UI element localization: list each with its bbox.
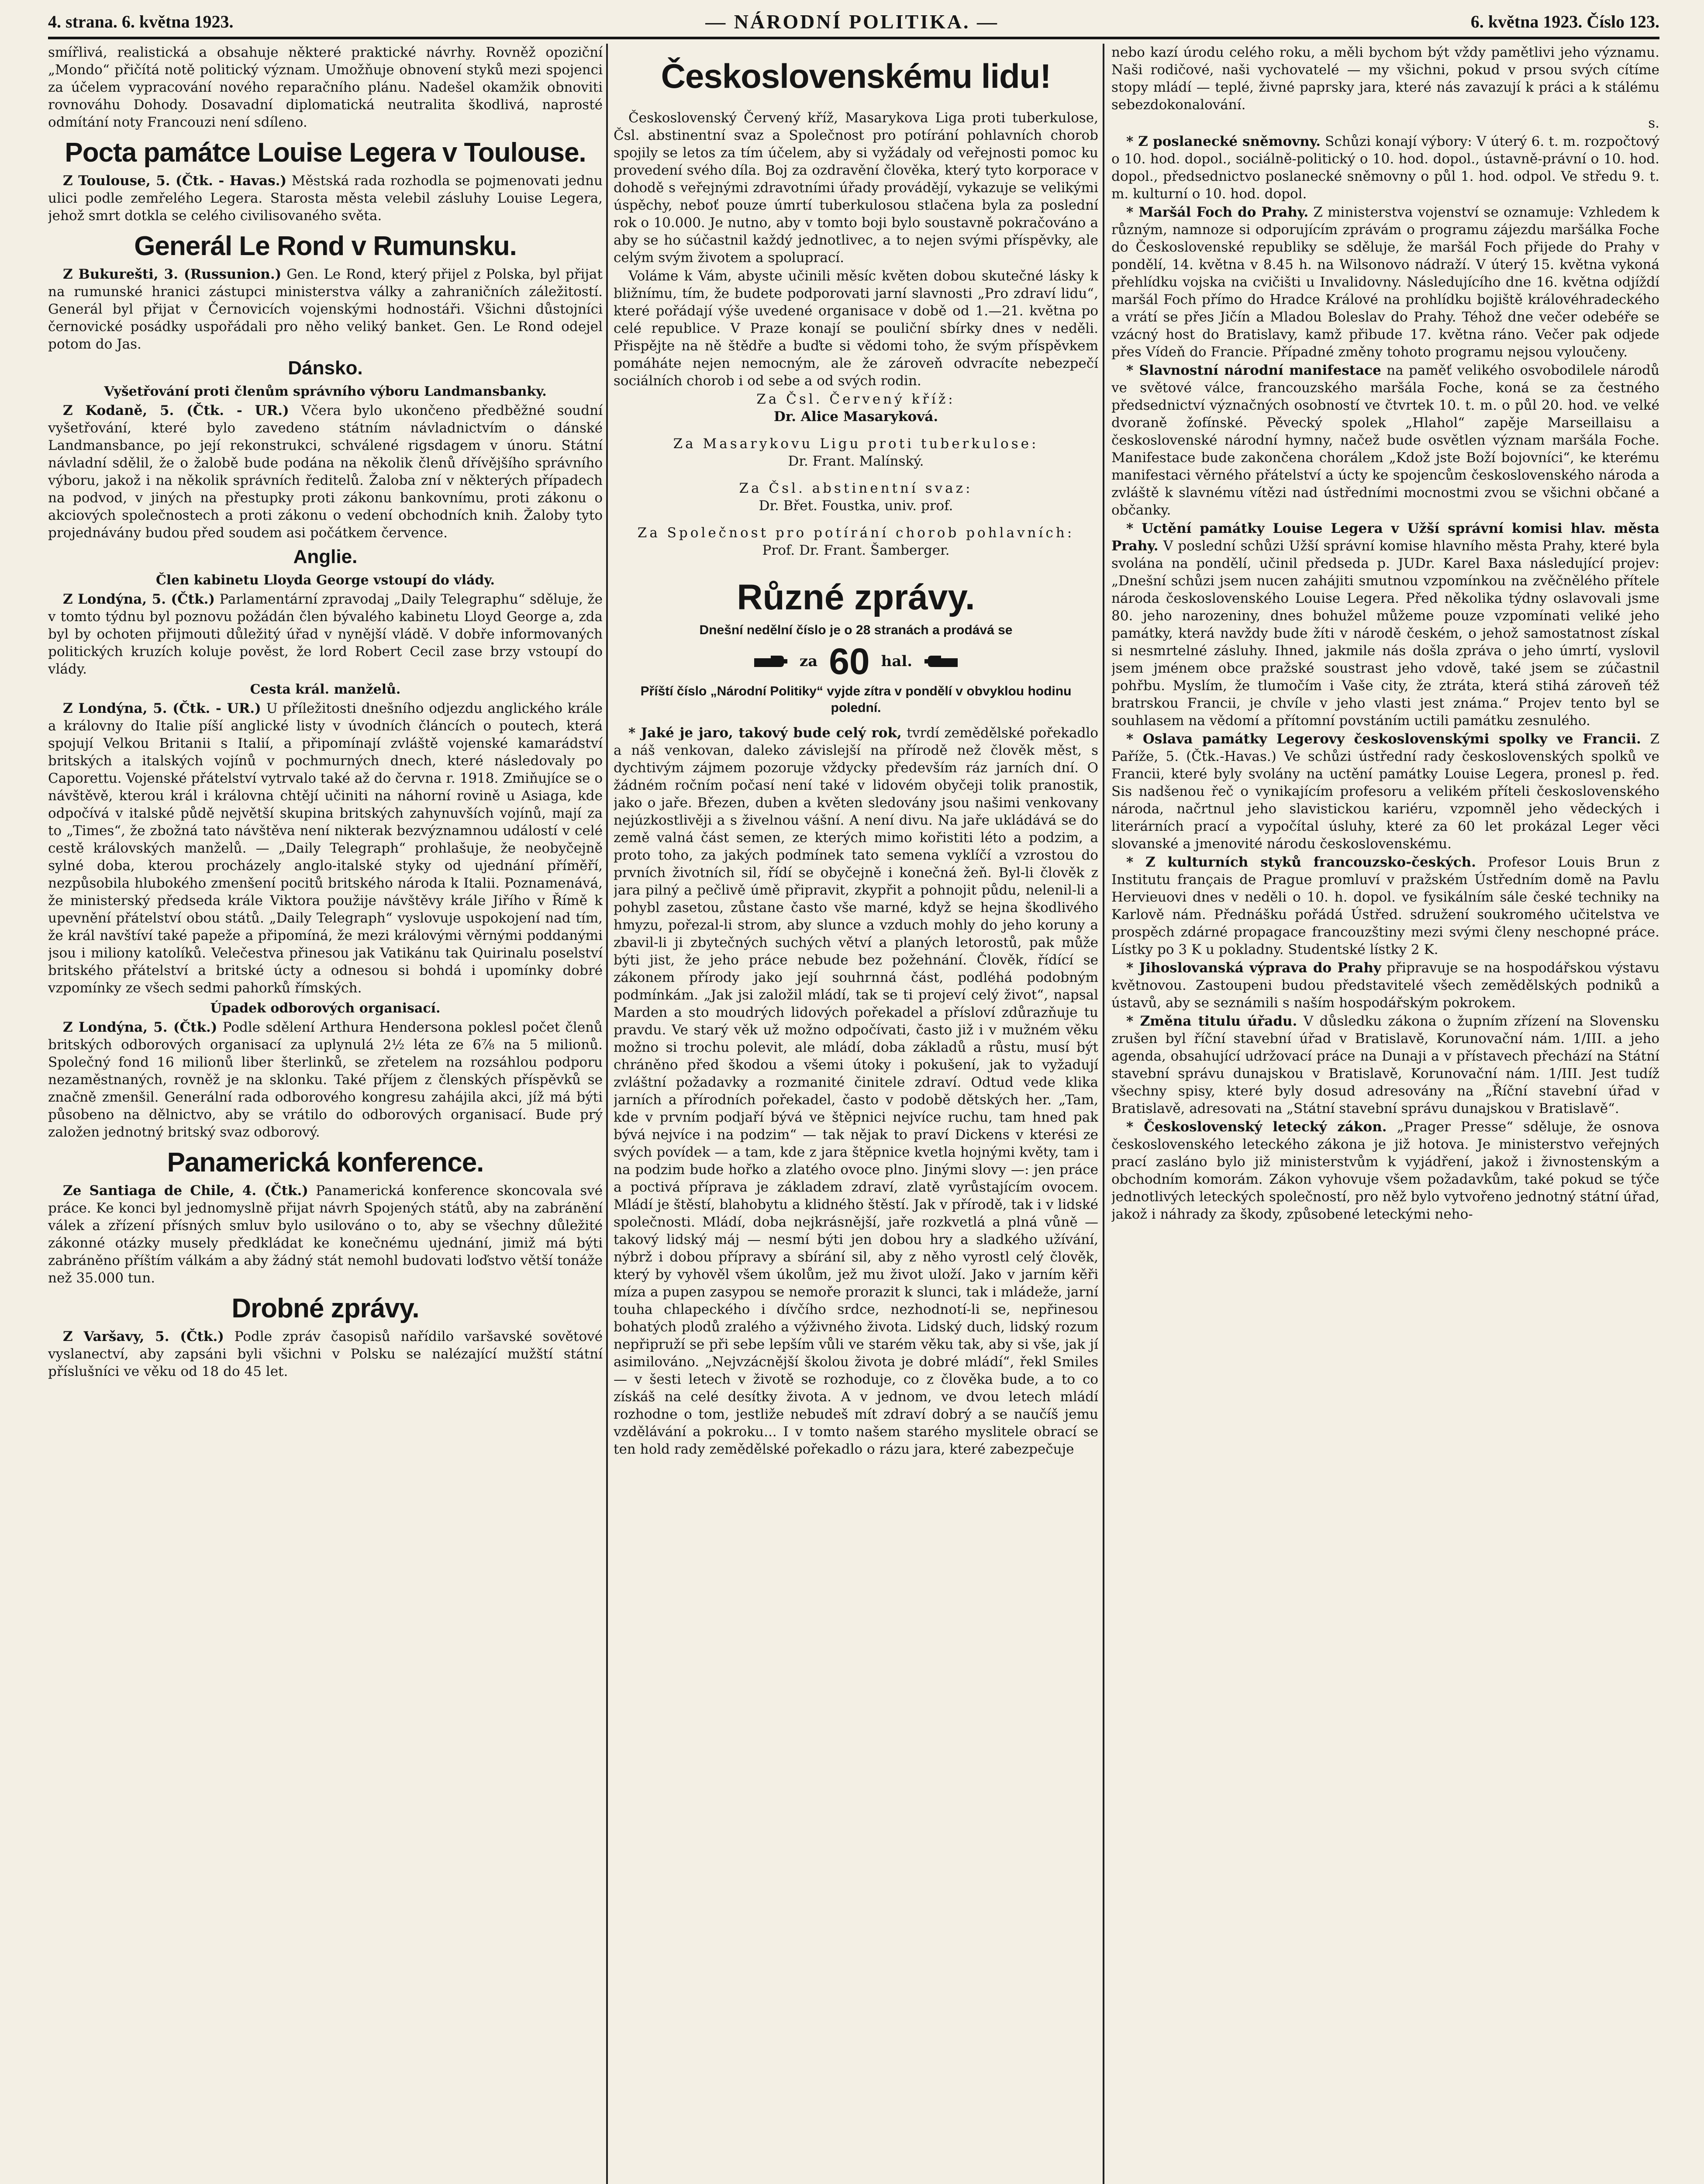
headline-ceskoslovenskemu-lidu: Československému lidu! <box>661 57 1051 95</box>
signature-org-liga: Za Masarykovu Ligu proti tuberkulose: <box>673 436 1039 452</box>
section-heading-anglie: Anglie. <box>293 546 358 567</box>
notice-sunday-issue: Dnešní nedělní číslo je o 28 stranách a prodává se <box>699 623 1013 637</box>
author-initial: s. <box>1648 115 1659 131</box>
article-text: Parlamentární zpravodaj „Daily Telegraphu“ sděluje, že v tomto týdnu byl poznovu požádán člen bývalého kabinetu Lloyd George a, zda byl by ochoten přijmouti důležitý úřad v nynější vládě. V dobře informovaných politických kruzích koluje pověst, že lord Robert Cecil zase brzy vstoupí do vlády. <box>48 591 603 677</box>
article-le-rond <box>48 266 603 353</box>
article-lloyd-george <box>48 591 603 678</box>
headline-drobne-zpravy: Drobné zprávy. <box>231 1293 419 1324</box>
article-lead: * Změna titulu úřadu. <box>1126 1013 1297 1029</box>
article-text: U příležitosti dnešního odjezdu anglického krále a královny do Italie píší anglické listy v úvodních článcích o poutech, která spojují Velkou Britanii s Italií, a připomínají zvláště vojenské kamarádství britských a italských vojínů v pochmurných dnech, které následovaly po Caporettu. Vojenské přátelství vytrvalo také až do června r. 1918. Zmiňujíce se o návštěvě, kterou král i královna chtějí učiniti na náhorní rovině u Asiaga, kde odpočívá v italské půdě největší skupina britských zahynuvších vojínů, mají za to „Times“, že zbožná tato návštěva není nikterak bezvýznamnou událostí v celé cestě královských manželů. — „Daily Telegraph“ prohlašuje, že neobyčejně sylné doba, kterou procházely anglo-italské styky od ujednání příměří, nezpůsobila hlubokého zmenšení pocitů britského národa k Italii. Poznamenává, že ministerský předseda krále Viktora použije návštěvy krále Jiřího v Římě k upevnění přátelství obou států. „Daily Telegraph“ vyslovuje uspokojení nad tím, že král navštíví také papeže a připomíná, že mezi královými věrnými poddanými jsou i miliony katolíků. Velečestva přinesou jak Vatikánu tak Quirinalu poselství britského přátelství a britské úcty a odnesou si bohdá i upomínky dobré vzpomínky ze všech sedmi pahorků římských. <box>48 701 603 996</box>
article-text: Gen. Le Rond, který přijel z Polska, byl přijat na rumunské hranici zástupci ministerstva války a zahraničních záležitostí. Generál byl přijat v Černovicích vojenskými hodnostáři. Všichni důstojníci černovické posádky uspořádali pro něho veliký banket. Gen. Le Rond odejel potom do Jas. <box>48 266 603 352</box>
signature-name: Dr. Alice Masaryková. <box>773 409 938 425</box>
article-text: Schůzi konají výbory: V úterý 6. t. m. rozpočtový o 10. hod. dopol., sociálně-politický o 10. hod. dopol., ústavně-právní o 10. hod. dopol., předsednictvo poslanecké sněmovny o půl 1. hod. odpol. Ve středu 9. t. m. kulturní o 10. hod. dopol. <box>1111 134 1659 202</box>
article-text: V důsledku zákona o župním zřízení na Slovensku zrušen byl říční stavební úřad v Bratislavě, Korunovační nám. 1/III. a jeho agenda, obsahující udržovací práce na Dunaji a v přístavech přechází na Státní stavební správu dunajskou v Bratislavě, Korunovační nám. 1/III. Jest tudíž všechny spisy, které byly dosud adresovány na „Říční stavební úřad v Bratislavě, adresovati na „Státní stavební správu dunajskou v Bratislavě“. <box>1111 1013 1659 1116</box>
article-text: V poslední schůzi Užší správní komise hlavního města Prahy, které byla svolána na pondělí, učinil předseda p. JUDr. Karel Baxa následující projev: „Dnešní schůzi jsem nucen zahájiti smutnou vzpomínkou na zvěčnělého přítele národa československého Louise Legera. Před několika týdny oslavovali jsme 80. jeho narozeniny, dnes bohužel můžeme pouze vzpomínati veliké jeho památky, která navždy bude žíti v národě českém, o jehož samostatnost získal si nesmrtelné zásluhy. Ihned, jakmile nás došla zpráva o jeho úmrtí, vyslovil jsem jménem obce pražské soustrast jeho vdově, také jsem se zúčastnil pohřbu. Myslím, že tlumočím i Vaše city, že ztráta, která stihá zároveň též bratrskou Francii, je chvíle v jeho vlasti jest známa.“ Projev tento byl se souhlasem na vědomí a přítomní povstáním uctili památku zesnulého. <box>1111 538 1659 729</box>
signature-name: Prof. Dr. Frant. Šamberger. <box>762 543 950 558</box>
section-heading-razne-zpravy: Různé zprávy. <box>737 577 975 617</box>
article-lead: * Československý letecký zákon. <box>1126 1119 1387 1135</box>
page-header <box>48 9 1659 34</box>
headline-legera-toulouse: Pocta památce Louise Legera v Toulouse. <box>65 138 586 168</box>
article-poslanecka-snemovna <box>1111 133 1659 203</box>
notice-next-issue: Příští číslo „Národní Politiky“ vyjde zítra v pondělí v obvyklou hodinu polední. <box>640 684 1072 715</box>
article-lead: * Slavnostní národní manifestace <box>1126 363 1381 378</box>
appeal-paragraph-1: Československý Červený kříž, Masarykova Liga proti tuberkulose, Čsl. abstinentní svaz a Společnost pro potírání pohlavních chorob spojily se letos za tím účelem, aby si vyžádaly od veřejnosti pomoc ku provedení svého díla. Boj za ozdravění člověka, který tyto korporace v dohodě s veřejnými zdravotními úřady provádějí, vykazuje se velikými úspěchy, neboť pouze úmrtí tuberkulosou stlačena byla za poslední rok o 10.000. Je nutno, aby v tomto boji bylo soustavně pokračováno a aby se ho súčastnil každý jednotlivec, a to nejen svými příspěvky, ale celým svým životem a spoluprací. <box>614 110 1098 266</box>
signature-org-red-cross: Za Čsl. Červený kříž: <box>756 391 955 407</box>
article-text: „Prager Presse“ sděluje, že osnova československého leteckého zákona je již hotova. Je ministerstvo veřejných prací zasláno bylo již ministerstvům k vyjádření, jakož i živnostenským a obchodním komorám. Zákon vyhovuje všem požadavkům, také pokud se týče jednotlivých leteckých společností, pro něž bylo vytvořeno jednotný státní úřad, jakož i náhrady za škody, způsobené leteckými neho- <box>1111 1119 1659 1222</box>
appeal-paragraph-2: Voláme k Vám, abyste učinili měsíc květen dobou skutečné lásky k bližnímu, tím, že budete podporovati jarní slavnosti „Pro zdraví lidu“, které pořádají výše uvedené organisace v době od 1.—21. května po celé republice. V Praze konají se pouliční sbírky dnes v neděli. Přispějte na ně štědře a buďte si vědomi toho, že svým příspěvkem pomáháte nejen nemocným, ale že zároveň odvracíte nebezpečí sociálních chorob i od sebe a od svých rodin. <box>614 268 1098 389</box>
article-lead: * Z poslanecké sněmovny. <box>1126 134 1321 149</box>
article-upadek <box>48 1019 603 1141</box>
article-text: Z ministerstva vojenství se oznamuje: Vzhledem k různým, namnoze si odporujícím zprávám o programu zájezdu maršálka Foche do Československé republiky se sděluje, že maršál Foch přijede do Prahy v pondělí, 14. května v 8.45 h. na Wilsonovo nádraží. V úterý 15. května vykoná přehlídku vojska na cvičišti u Invalidovny. Následujícího dne 16. května odjíždí maršál Foch přímo do Hradce Králové na prohlídku bojiště královéhradeckého a vrátí se přes Jičín a Mladou Boleslav do Prahy. Téhož dne večer odebéře se vzácný host do Bratislavy, kamž přibude 17. května ráno. Večer pak odjede přes Vídeň do Francie. Případné změny tohoto programu nejsou vyloučeny. <box>1111 204 1659 360</box>
article-text: Včera bylo ukončeno předběžné soudní vyšetřování, které bylo zavedeno státním návladnictvím o dánské Landmansbance, po její rekonstrukci, schválené rigsdagem v únoru. Státní návladní sdělil, že o žalobě bude podána na několik členů dřívějšího správního výboru, jakož i na několik správních ředitelů. Žaloba zní v některých případech na podvod, v jiných na přestupky proti zákonu bankovnímu, proti zákonu o akciových společnostech a proti zákonu o vedení obchodních knih. Žaloby tyto projednávány budou před soudem asi počátkem července. <box>48 403 603 541</box>
article-lead: * Z kulturních styků francouzsko-českých. <box>1126 854 1476 870</box>
header-masthead: — NÁRODNÍ POLITIKA. — <box>705 10 999 33</box>
article-text: Profesor Louis Brun z Institutu français de Prague promluví v pražském Ústředním domě na Pavlu Hervieuovi dnes v neděli o 10. h. dopol. ve fysikálním sále české techniky na Karlově nám. Přednášku pořádá Ústřed. sdružení soukromého učitelstva ve prospěch zdárné propagace francouzštiny mezi svými členy neschopné práce. Lístky po 3 K u pokladny. Studentské lístky 2 K. <box>1111 854 1659 957</box>
dateline: Ze Santiaga de Chile, 4. (Čtk.) <box>63 1183 308 1199</box>
article-legera-toulouse <box>48 172 603 225</box>
header-rule <box>48 37 1659 39</box>
headline-panamericka: Panamerická konference. <box>167 1147 484 1178</box>
article-landmansbanka <box>48 402 603 542</box>
subheading-upadek: Úpadek odborových organisací. <box>210 1001 441 1016</box>
article-slavnostni-manifestace <box>1111 362 1659 519</box>
dateline: Z Kodaně, 5. (Čtk. - UR.) <box>63 403 289 418</box>
dateline: Z Bukurešti, 3. (Russunion.) <box>63 266 282 282</box>
subheading-cesta-kral: Cesta král. manželů. <box>250 682 401 697</box>
subheading-landmansbanka: Vyšetřování proti členům správního výboru Landmansbanky. <box>104 384 547 399</box>
price-number: 60 <box>829 641 870 682</box>
column-1 <box>48 44 603 2184</box>
price-label: za <box>799 653 818 670</box>
article-text: na paměť velikého osvobodilele národů ve světové válce, francouzského maršála Foche, koná se za čestného předsednictví význačných osobností ve čtvrtek 10. t. m. o půl 20. hod. ve velké dvoraně žofínské. Pěvecký spolek „Hlahol“ zapěje Marseillaisu a československé národní hymny, načež bude osvětlen význam maršála Foche. Manifestace bude zakončena chorálem „Kdož jste Boží bojovníci“, ke kterému manifestaci věrného přátelství a úcty ke spojencům československého národa a zvláště k slavnému vítězi nad ústředními mocnostmi zvou se všichni občané a občanky. <box>1111 363 1659 518</box>
header-issue-number: 6. května 1923. Číslo 123. <box>1470 11 1659 31</box>
article-continuation: nebo kazí úrodu celého roku, a měli bychom být vždy pamětlivi jeho významu. Naši rodičové, naši vychovatelé — my všichni, pokud v prsou svých cítíme stopy mládí — teplé, živné paprsky jara, které nás zavazují k práci a k stálému sebezdokonalování. <box>1111 45 1659 113</box>
dateline: Z Toulouse, 5. (Čtk. - Havas.) <box>63 173 287 189</box>
dateline: Z Londýna, 5. (Čtk.) <box>63 1019 217 1035</box>
article-text: připravuje se na hospodářskou výstavu květnovou. Zastoupeni budou představitelé všech zemědělských podniků a ústavů, aby se seznámili s naším hospodářským pokrokem. <box>1111 960 1659 1011</box>
article-lead: * Jihoslovanská výprava do Prahy <box>1126 960 1381 976</box>
article-kulturni-styky <box>1111 854 1659 958</box>
article-lead: * Jaké je jaro, takový bude celý rok, <box>628 725 902 741</box>
dateline: Z Varšavy, 5. (Čtk.) <box>63 1329 224 1344</box>
pointing-hand-right-icon <box>753 654 788 669</box>
dateline: Z Londýna, 5. (Čtk. - UR.) <box>63 701 261 716</box>
article-zmena-titulu <box>1111 1013 1659 1117</box>
article-jihoslovanska-vyprava <box>1111 959 1659 1012</box>
signature-org-spolecnost: Za Společnost pro potírání chorob pohlavních: <box>637 525 1075 541</box>
article-continuation: smířlivá, realistická a obsahuje některé praktické návrhy. Rovněž opoziční „Mondo“ přičítá notě politický význam. Umožňuje obnovení styků mezi spojenci za účelem vypracování nového reparačního plánu. Nadešel okamžik obnoviti rovnováhu Dohody. Dosavadní diplomatická neutralita škodlivá, naprosté odmítání noty Francouzi není sdíleno. <box>48 45 603 130</box>
article-ucteni-pamatky <box>1111 520 1659 729</box>
article-oslava-pamatky <box>1111 730 1659 853</box>
column-divider-1 <box>606 44 608 2184</box>
price-line <box>614 643 1098 680</box>
article-lead: * Maršál Foch do Prahy. <box>1126 204 1309 220</box>
article-marsal-foch <box>1111 204 1659 361</box>
column-divider-2 <box>1103 44 1104 2184</box>
pointing-hand-left-icon <box>924 654 959 669</box>
header-page-date: 4. strana. 6. května 1923. <box>48 11 234 31</box>
article-text: Městská rada rozhodla se pojmenovati jednu ulici podle zemřelého Legera. Starosta města velebil zásluhy Louise Legera, jehož smrt dotkla se celého civilisovaného světa. <box>48 173 603 224</box>
article-lead: * Uctění památky Louise Legera v Užší správní komisi hlav. města Prahy. <box>1111 521 1659 554</box>
price-unit: hal. <box>881 653 913 670</box>
article-text: Podle zpráv časopisů nařídilo varšavské sovětové vyslanectví, aby zapsáni byli všichni v Polsku se nalézající mužští státní příslušníci ve věku od 18 do 45 let. <box>48 1329 603 1379</box>
article-cesta-kral <box>48 700 603 997</box>
column-2 <box>614 44 1098 2184</box>
article-jake-je-jaro <box>614 724 1098 1458</box>
article-text: Podle sdělení Arthura Hendersona poklesl počet členů britských odborových organisací za uplynulá 2½ léta ze 6⅞ na 5 milionů. Společný fond 16 milionů liber šterlinků, se zřetelem na rozsáhlou podporu nezaměstnaných, rovněž je na sklonku. Také příjem z členských příspěvků se značně zmenšil. Generální rada odborového kongresu zahájila akci, jíž má býti působeno na dělnictvo, aby se vrátilo do odborových organisací. Bude prý založen jednotný britský svaz odborový. <box>48 1019 603 1140</box>
article-letecky-zakon <box>1111 1118 1659 1223</box>
article-text: tvrdí zemědělské pořekadlo a náš venkovan, daleko závislejší na přírodě než člověk měst, s dychtivým zájmem pozoruje vždycky především ráz jarních dní. O žádném ročním počasí není také v lidovém obyčeji tolik pranostik, jako o jaře. Březen, duben a květen sledovány jsou našimi venkovany nejúzkostlivěji a s živelnou vášní. A není divu. Na jaře ukládává se do země valná část semen, ze kterých mimo kořistiti léto a podzim, a proto toho, za jakých podmínek tato semena vyklíčí a vzrostou do prvních životních sil, řídí se obyčejně i konečná žeň. Byl-li člověk z jara pilný a pečlivě úmě připravit, zkypřit a pohnojit půdu, nelenil-li a pohybl zasetou, zůstane často vše marné, když se hejna škodlivého hmyzu, pořezal-li strom, aby slunce a vzduch mohly do jeho koruny a zbavil-li ji zbytečných suchých větví a planých letorostů, pak může býti jist, že jeho práce nebude bez požehnání. Člověk, řídící se zákonem přírody jako její souhrnná část, podléhá podobným podmínkám. „Jak jsi založil mládí, tak se ti projeví celý život“, napsal Marden a sto moudrých lidových pořekadel a přísloví zdůrazňuje tu pravdu. Ve starý věk už možno odpočívati, často již i v mužném věku možno si trochu polevit, ale mládí, doba základů a růstu, musí být chráněno před škodou a všemi útoky i pokušení, jak to vyžadují zvláštní požadavky a rozmanité činitele zdraví. Odtud vede klika jarních a přírodních pořekadel, často v podobě dětských her. „Tam, kde v prvním podjaří bývá ve štěpnici nejvíce ruchu, tam hned pak bývá nejvíce i na podzim“ — tak nějak to praví Dickens v kterési ze svých povídek — a tam, kde z jara štěpnice kvetla hojnými květy, tam i na podzim bude hořko a zlatého ovoce plno. Jinými slovy —: jen práce a poctivá příprava je základem zdraví, zlatě vyrůstajícím ovocem. Mládí je štěstí, blahobytu a klidného štěstí. Jak v přírodě, tak i v lidské společnosti. Mládí, doba nejkrásnější, jaře rozkvetlá a plná vůně — takový lidský máj — nesmí býti jen dobou hry a sladkého užívání, nýbrž i dobou přípravy a sbírání sil, aby z něho vyrostl celý člověk, který by vyhověl všem úkolům, jež mu život uloží. Jako v jarním kěři míza a pupen zasypou se nemoře prorazit k slunci, tak i mládeže, jarní touha chlapeckého i dívčího srdce, nezhodnotí-li se, nepřinesou bohatých plodů zralého a výživného života. Lidský duch, lidský rozum nepřipruží se při sebe lepším vůli ve starém věku tak, aby si vše, jak jí asimilováno. „Nejvzácnější školou života je dobré mládí“, řekl Smiles — v šesti letech v životě se rozhoduje, co z člověka bude, a to co získáš na celé desítky života. A v jednom, ve dvou letech mládí rozhodne o tom, jestliže nebudeš mít zdraví dobrý a se naučíš jemu vzdělávání a pokroku... I v tomto našem starého myslitele obrací se ten hold rady zemědělské pořekadlo o rázu jara, které zabezpečuje <box>614 725 1098 1457</box>
section-heading-dansko: Dánsko. <box>288 357 363 379</box>
article-text: Panamerická konference skoncovala své práce. Ke konci byl jednomyslně přijat návrh Spojených států, aby na zabránění válek a zřízení přísných smluv bylo usilováno o to, aby se všechny důležité zákonné otázky musely předkládat ke konečnému ujednání, jimiž má býti zabráněno příštím válkám a aby žádný stát nemohl budovati loďstvo větší tonáže než 35.000 tun. <box>48 1183 603 1286</box>
signature-name: Dr. Břet. Foustka, univ. prof. <box>759 498 953 514</box>
dateline: Z Londýna, 5. (Čtk.) <box>63 591 215 607</box>
article-drobne-zpravy <box>48 1328 603 1380</box>
subheading-lloyd-george: Člen kabinetu Lloyda George vstoupí do vlády. <box>156 573 495 588</box>
article-text: Z Paříže, 5. (Čtk.-Havas.) Ve schůzi ústřední rady československých spolků ve Francii, které byly svolány na uctění památky Louise Legera, pronesl p. řed. Sis nadšenou řeč o vynikajícím profesoru a velikém příteli československého národa, načrtnul jeho slavistickou kariéru, vzpomněl jeho vědeckých i literárních prací a vypočítal úsluhy, které za 60 let prokázal Leger věci slovanské a jmenovité národu československému. <box>1111 731 1659 852</box>
article-lead: * Oslava památky Legerovy československými spolky ve Francii. <box>1126 731 1641 747</box>
signature-name: Dr. Frant. Malínský. <box>788 453 924 469</box>
headline-le-rond: Generál Le Rond v Rumunsku. <box>134 231 517 261</box>
article-panamericka <box>48 1182 603 1287</box>
signature-org-abstinent: Za Čsl. abstinentní svaz: <box>739 480 973 496</box>
column-3 <box>1111 44 1659 2184</box>
